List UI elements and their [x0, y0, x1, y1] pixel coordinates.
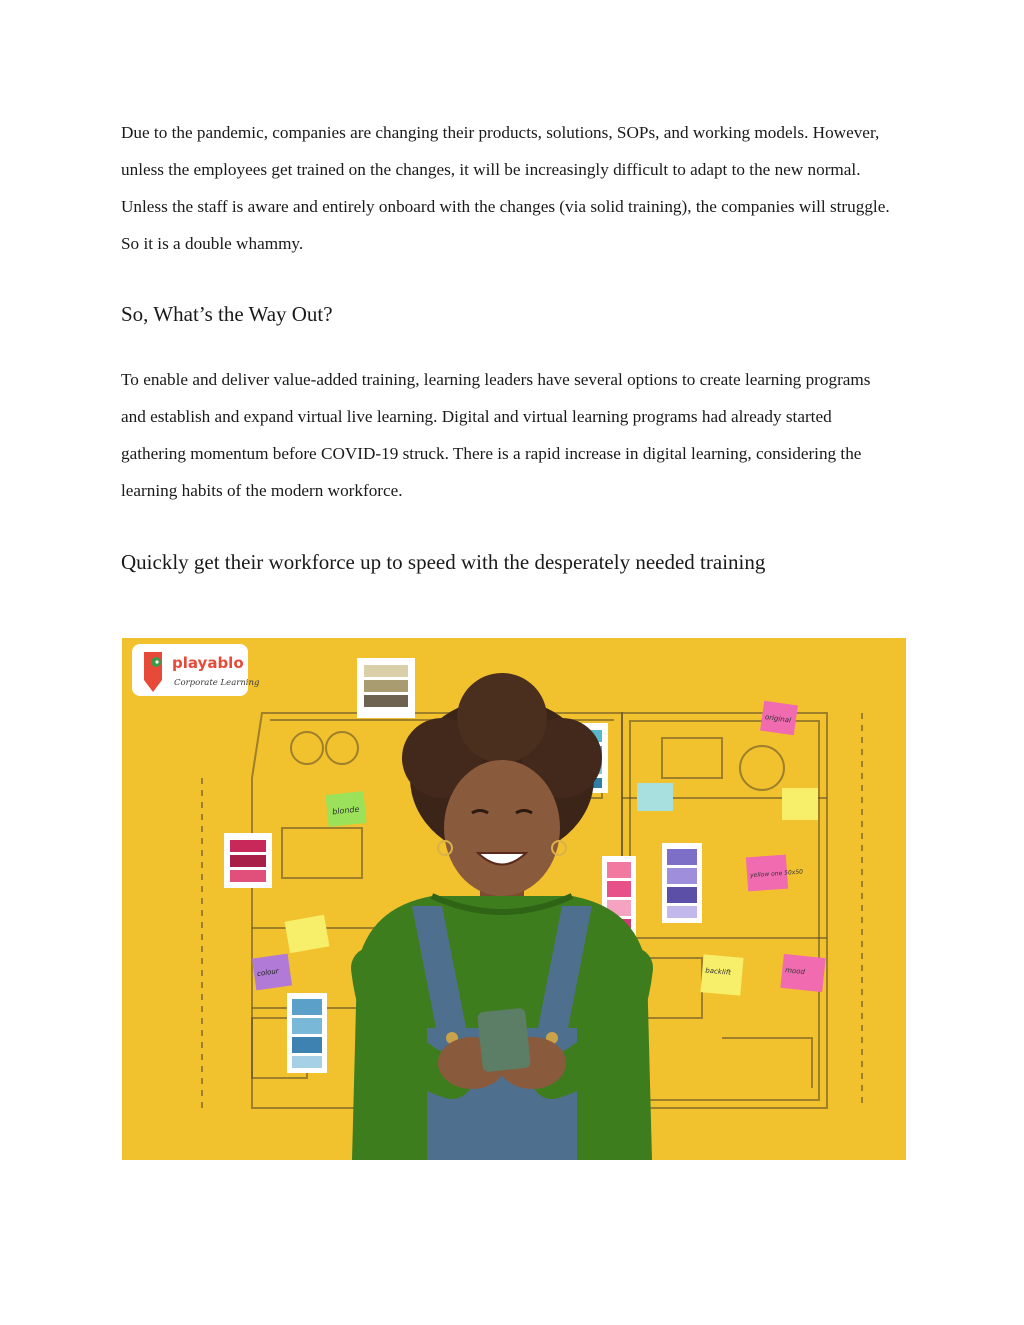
phone	[477, 1008, 531, 1073]
playablo-logo	[132, 644, 260, 696]
sticky-note-teal	[637, 783, 673, 811]
logo-brand: playablo	[172, 654, 244, 672]
swatch-card-1	[357, 658, 415, 718]
photo-canvas	[122, 638, 906, 1160]
sticky-note-text-5: colour	[256, 967, 280, 979]
face	[444, 760, 560, 896]
section-heading-way-out: So, What’s the Way Out?	[121, 302, 333, 326]
sticky-note-pink-1	[760, 701, 798, 735]
sticky-note-yellow-1	[285, 915, 330, 953]
intro-paragraph: Due to the pandemic, companies are changing their products, solutions, SOPs, and working models. However, unless the employees get trained on the changes, it will be increasingly difficult to adapt to the new normal. Unless the staff is aware and entirely onboard with the changes (via solid training), the companies will struggle. So it is a double whammy.	[121, 123, 890, 253]
body-paragraph: To enable and deliver value-added training, learning leaders have several options to create learning programs and establish and expand virtual live learning. Digital and virtual learning programs had already started gathering momentum before COVID-19 struck. There is a rapid increase in digital learning, considering the learning habits of the modern workforce.	[121, 370, 871, 500]
sticky-note-yellow-3	[782, 788, 818, 820]
sticky-note-text-6: mood	[784, 966, 806, 977]
swatch-card-6	[287, 993, 327, 1073]
section-heading-workforce: Quickly get their workforce up to speed with the desperately needed training	[121, 550, 766, 574]
sticky-note-text-1: blonde	[331, 804, 360, 817]
sticky-note-text-4: backlift	[704, 966, 732, 977]
sticky-note-green	[325, 791, 366, 827]
logo-tagline: Corporate Learning	[174, 678, 260, 688]
sticky-note-yellow-2	[700, 954, 743, 995]
swatch-card-3	[224, 833, 272, 888]
sticky-note-text-3: yellow one 50x50	[749, 868, 804, 880]
sticky-note-purple	[252, 954, 292, 991]
illustration-photo	[122, 638, 906, 1160]
swatch-card-5	[662, 843, 702, 923]
sticky-note-text-2: original	[764, 713, 792, 725]
sticky-note-pink-3	[780, 954, 825, 992]
